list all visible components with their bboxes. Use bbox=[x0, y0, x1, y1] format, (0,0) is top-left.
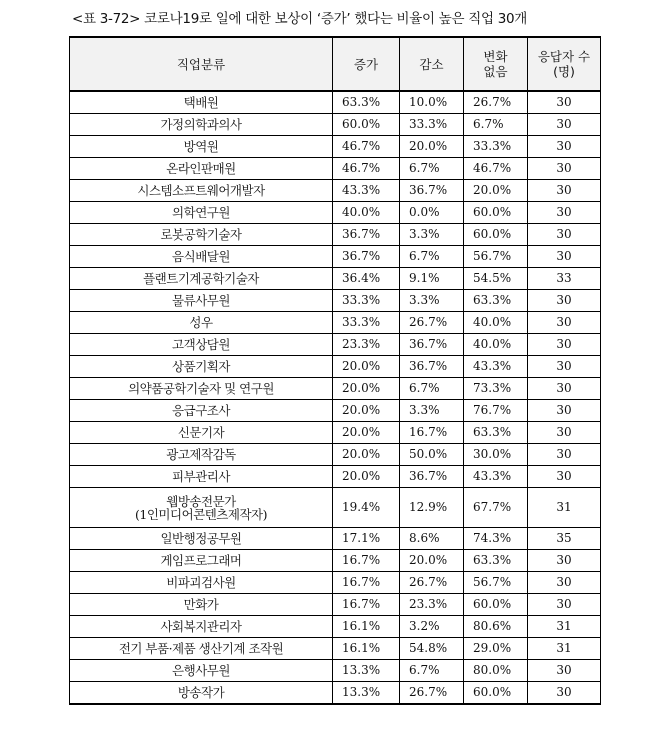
cell-decrease: 20.0% bbox=[400, 550, 464, 572]
cell-decrease: 36.7% bbox=[400, 466, 464, 488]
cell-increase: 40.0% bbox=[333, 202, 400, 224]
cell-respondents: 30 bbox=[528, 444, 601, 466]
table-row bbox=[70, 616, 601, 638]
cell-respondents: 30 bbox=[528, 246, 601, 268]
cell-no-change: 60.0% bbox=[464, 202, 528, 224]
cell-no-change: 73.3% bbox=[464, 378, 528, 400]
cell-decrease: 16.7% bbox=[400, 422, 464, 444]
cell-no-change: 33.3% bbox=[464, 136, 528, 158]
table-row bbox=[70, 136, 601, 158]
table-row bbox=[70, 290, 601, 312]
cell-increase: 16.1% bbox=[333, 638, 400, 660]
table-row bbox=[70, 224, 601, 246]
cell-increase: 19.4% bbox=[333, 488, 400, 528]
cell-occupation: 일반행정공무원 bbox=[70, 528, 333, 550]
cell-increase: 17.1% bbox=[333, 528, 400, 550]
cell-increase: 36.7% bbox=[333, 246, 400, 268]
cell-occupation: 물류사무원 bbox=[70, 290, 333, 312]
cell-respondents: 30 bbox=[528, 378, 601, 400]
table-row bbox=[70, 246, 601, 268]
cell-increase: 16.7% bbox=[333, 572, 400, 594]
cell-decrease: 36.7% bbox=[400, 334, 464, 356]
cell-increase: 16.1% bbox=[333, 616, 400, 638]
table-row bbox=[70, 114, 601, 136]
cell-occupation: 만화가 bbox=[70, 594, 333, 616]
cell-decrease: 3.3% bbox=[400, 290, 464, 312]
cell-no-change: 29.0% bbox=[464, 638, 528, 660]
cell-increase: 33.3% bbox=[333, 312, 400, 334]
cell-no-change: 40.0% bbox=[464, 334, 528, 356]
cell-occupation: 상품기획자 bbox=[70, 356, 333, 378]
cell-decrease: 3.2% bbox=[400, 616, 464, 638]
cell-decrease: 36.7% bbox=[400, 356, 464, 378]
cell-decrease: 6.7% bbox=[400, 378, 464, 400]
cell-occupation: 가정의학과의사 bbox=[70, 114, 333, 136]
occupation-table bbox=[69, 36, 601, 705]
cell-occupation: 웹방송전문가 (1인미디어콘텐츠제작자) bbox=[70, 488, 333, 528]
cell-respondents: 30 bbox=[528, 136, 601, 158]
cell-no-change: 60.0% bbox=[464, 224, 528, 246]
cell-occupation: 온라인판매원 bbox=[70, 158, 333, 180]
cell-increase: 20.0% bbox=[333, 400, 400, 422]
cell-occupation: 플랜트기계공학기술자 bbox=[70, 268, 333, 290]
cell-respondents: 30 bbox=[528, 422, 601, 444]
cell-respondents: 30 bbox=[528, 594, 601, 616]
column-header-decrease: 감소 bbox=[400, 37, 464, 91]
cell-no-change: 46.7% bbox=[464, 158, 528, 180]
cell-no-change: 56.7% bbox=[464, 572, 528, 594]
cell-respondents: 30 bbox=[528, 682, 601, 705]
cell-no-change: 67.7% bbox=[464, 488, 528, 528]
table-row bbox=[70, 550, 601, 572]
cell-increase: 60.0% bbox=[333, 114, 400, 136]
table-row bbox=[70, 528, 601, 550]
table-row bbox=[70, 682, 601, 705]
cell-occupation: 시스템소프트웨어개발자 bbox=[70, 180, 333, 202]
cell-respondents: 33 bbox=[528, 268, 601, 290]
table-row bbox=[70, 202, 601, 224]
cell-respondents: 30 bbox=[528, 114, 601, 136]
cell-no-change: 80.0% bbox=[464, 660, 528, 682]
table-row bbox=[70, 594, 601, 616]
cell-occupation: 비파괴검사원 bbox=[70, 572, 333, 594]
cell-respondents: 30 bbox=[528, 572, 601, 594]
table-row bbox=[70, 400, 601, 422]
cell-occupation: 성우 bbox=[70, 312, 333, 334]
cell-occupation: 방역원 bbox=[70, 136, 333, 158]
cell-respondents: 30 bbox=[528, 312, 601, 334]
cell-decrease: 6.7% bbox=[400, 660, 464, 682]
table-row bbox=[70, 312, 601, 334]
header-row bbox=[70, 37, 601, 91]
cell-respondents: 30 bbox=[528, 550, 601, 572]
cell-increase: 36.4% bbox=[333, 268, 400, 290]
cell-increase: 20.0% bbox=[333, 422, 400, 444]
column-header-no-change: 변화 없음 bbox=[464, 37, 528, 91]
cell-occupation: 전기 부품·제품 생산기계 조작원 bbox=[70, 638, 333, 660]
cell-no-change: 6.7% bbox=[464, 114, 528, 136]
table-row bbox=[70, 180, 601, 202]
cell-occupation: 의학연구원 bbox=[70, 202, 333, 224]
table-row bbox=[70, 638, 601, 660]
table-row bbox=[70, 444, 601, 466]
cell-respondents: 30 bbox=[528, 400, 601, 422]
cell-decrease: 6.7% bbox=[400, 158, 464, 180]
cell-respondents: 30 bbox=[528, 158, 601, 180]
table-row bbox=[70, 268, 601, 290]
cell-decrease: 9.1% bbox=[400, 268, 464, 290]
cell-increase: 20.0% bbox=[333, 356, 400, 378]
cell-increase: 63.3% bbox=[333, 91, 400, 114]
cell-occupation: 피부관리사 bbox=[70, 466, 333, 488]
cell-respondents: 35 bbox=[528, 528, 601, 550]
cell-respondents: 30 bbox=[528, 224, 601, 246]
cell-decrease: 26.7% bbox=[400, 572, 464, 594]
cell-no-change: 63.3% bbox=[464, 290, 528, 312]
cell-no-change: 80.6% bbox=[464, 616, 528, 638]
column-header-occupation: 직업분류 bbox=[70, 37, 333, 91]
cell-decrease: 10.0% bbox=[400, 91, 464, 114]
cell-decrease: 54.8% bbox=[400, 638, 464, 660]
cell-increase: 36.7% bbox=[333, 224, 400, 246]
cell-decrease: 26.7% bbox=[400, 312, 464, 334]
cell-no-change: 60.0% bbox=[464, 682, 528, 705]
cell-decrease: 0.0% bbox=[400, 202, 464, 224]
cell-increase: 16.7% bbox=[333, 550, 400, 572]
table-row bbox=[70, 422, 601, 444]
table-caption: <표 3-72> 코로나19로 일에 대한 보상이 ‘증가’ 했다는 비율이 높은 직업 30개 bbox=[72, 11, 528, 27]
cell-occupation: 택배원 bbox=[70, 91, 333, 114]
cell-no-change: 76.7% bbox=[464, 400, 528, 422]
cell-respondents: 30 bbox=[528, 180, 601, 202]
cell-decrease: 3.3% bbox=[400, 400, 464, 422]
cell-no-change: 60.0% bbox=[464, 594, 528, 616]
cell-increase: 16.7% bbox=[333, 594, 400, 616]
cell-occupation: 응급구조사 bbox=[70, 400, 333, 422]
cell-respondents: 30 bbox=[528, 91, 601, 114]
cell-occupation: 고객상담원 bbox=[70, 334, 333, 356]
table-row bbox=[70, 466, 601, 488]
cell-respondents: 30 bbox=[528, 290, 601, 312]
cell-increase: 20.0% bbox=[333, 378, 400, 400]
column-header-respondents: 응답자 수 (명) bbox=[528, 37, 601, 91]
cell-no-change: 30.0% bbox=[464, 444, 528, 466]
table-row bbox=[70, 378, 601, 400]
cell-occupation: 광고제작감독 bbox=[70, 444, 333, 466]
table-row bbox=[70, 334, 601, 356]
cell-decrease: 36.7% bbox=[400, 180, 464, 202]
cell-decrease: 3.3% bbox=[400, 224, 464, 246]
cell-occupation: 신문기자 bbox=[70, 422, 333, 444]
cell-occupation: 방송작가 bbox=[70, 682, 333, 705]
cell-occupation: 은행사무원 bbox=[70, 660, 333, 682]
cell-respondents: 31 bbox=[528, 616, 601, 638]
cell-no-change: 74.3% bbox=[464, 528, 528, 550]
table-row bbox=[70, 488, 601, 528]
cell-no-change: 43.3% bbox=[464, 466, 528, 488]
cell-occupation: 로봇공학기술자 bbox=[70, 224, 333, 246]
cell-no-change: 56.7% bbox=[464, 246, 528, 268]
cell-no-change: 43.3% bbox=[464, 356, 528, 378]
cell-respondents: 30 bbox=[528, 660, 601, 682]
table-row bbox=[70, 356, 601, 378]
cell-no-change: 63.3% bbox=[464, 422, 528, 444]
table-row bbox=[70, 158, 601, 180]
cell-occupation: 음식배달원 bbox=[70, 246, 333, 268]
cell-increase: 20.0% bbox=[333, 466, 400, 488]
cell-increase: 23.3% bbox=[333, 334, 400, 356]
cell-increase: 13.3% bbox=[333, 660, 400, 682]
cell-respondents: 30 bbox=[528, 356, 601, 378]
cell-decrease: 6.7% bbox=[400, 246, 464, 268]
cell-decrease: 8.6% bbox=[400, 528, 464, 550]
cell-increase: 43.3% bbox=[333, 180, 400, 202]
cell-decrease: 12.9% bbox=[400, 488, 464, 528]
cell-increase: 20.0% bbox=[333, 444, 400, 466]
table-row bbox=[70, 660, 601, 682]
cell-occupation: 게임프로그래머 bbox=[70, 550, 333, 572]
cell-decrease: 50.0% bbox=[400, 444, 464, 466]
cell-no-change: 54.5% bbox=[464, 268, 528, 290]
cell-increase: 46.7% bbox=[333, 158, 400, 180]
cell-respondents: 30 bbox=[528, 466, 601, 488]
cell-decrease: 26.7% bbox=[400, 682, 464, 705]
table-row bbox=[70, 572, 601, 594]
cell-occupation: 의약품공학기술자 및 연구원 bbox=[70, 378, 333, 400]
cell-no-change: 20.0% bbox=[464, 180, 528, 202]
cell-respondents: 30 bbox=[528, 202, 601, 224]
cell-decrease: 33.3% bbox=[400, 114, 464, 136]
cell-increase: 13.3% bbox=[333, 682, 400, 705]
cell-increase: 33.3% bbox=[333, 290, 400, 312]
table-row bbox=[70, 91, 601, 114]
cell-decrease: 23.3% bbox=[400, 594, 464, 616]
column-header-increase: 증가 bbox=[333, 37, 400, 91]
cell-respondents: 30 bbox=[528, 334, 601, 356]
cell-occupation: 사회복지관리자 bbox=[70, 616, 333, 638]
cell-respondents: 31 bbox=[528, 638, 601, 660]
cell-respondents: 31 bbox=[528, 488, 601, 528]
cell-no-change: 26.7% bbox=[464, 91, 528, 114]
cell-no-change: 63.3% bbox=[464, 550, 528, 572]
cell-decrease: 20.0% bbox=[400, 136, 464, 158]
cell-increase: 46.7% bbox=[333, 136, 400, 158]
cell-no-change: 40.0% bbox=[464, 312, 528, 334]
